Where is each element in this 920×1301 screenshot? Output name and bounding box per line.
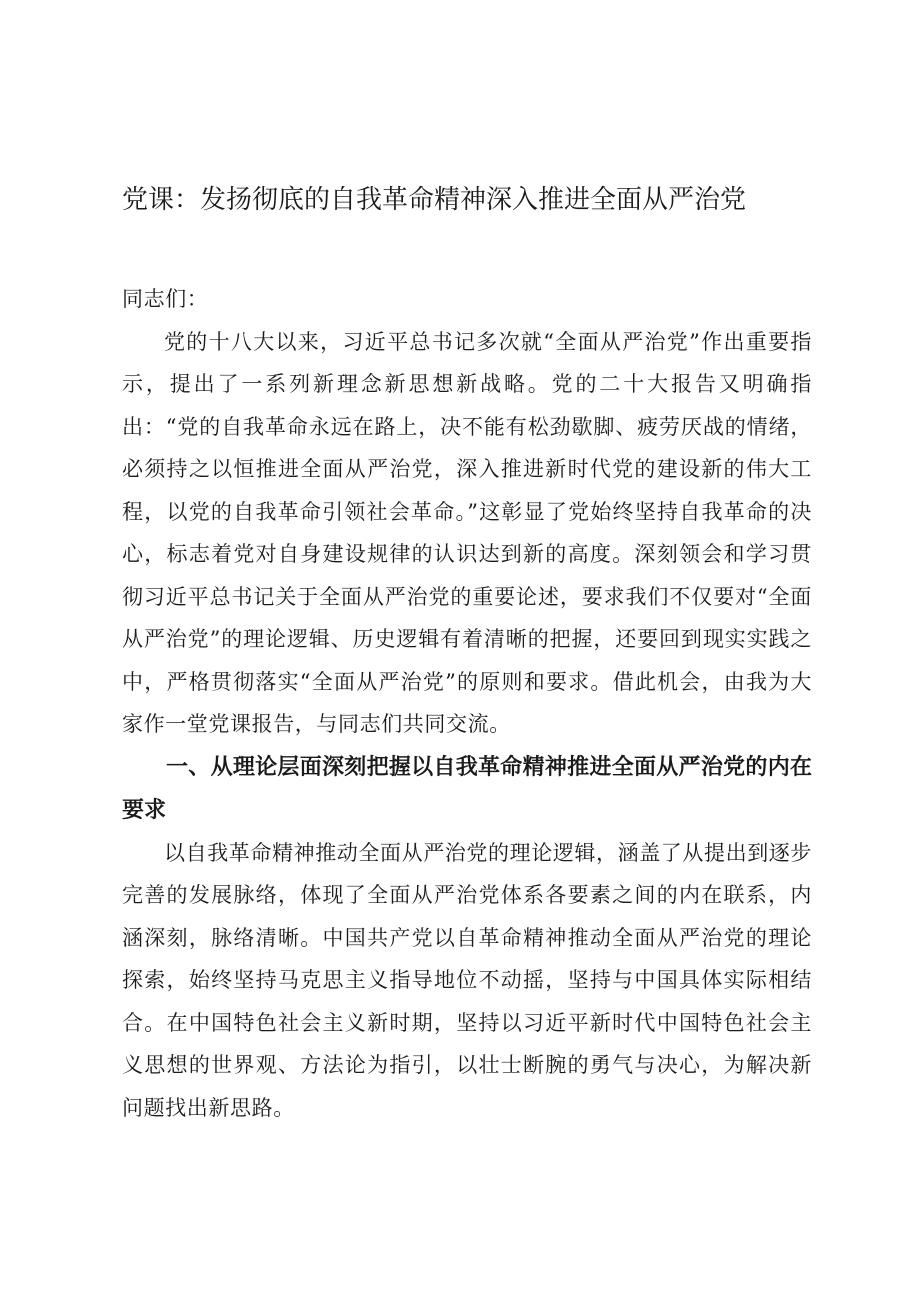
paragraph-intro: 党的十八大以来，习近平总书记多次就“全面从严治党”作出重要指示，提出了一系列新理念新思想新战略。党的二十大报告又明确指出：“党的自我革命永远在路上，决不能有松劲歇脚、疲劳厌战的情绪，必须持之以恒推进全面从严治党，深入推进新时代党的建设新的伟大工程，以党的自我革命引领社会革命。”这彰显了党始终坚持自我革命的决心，标志着党对自身建设规律的认识达到新的高度。深刻领会和学习贯彻习近平总书记关于全面从严治党的重要论述，要求我们不仅要对“全面从严治党”的理论逻辑、历史逻辑有着清晰的把握，还要回到现实实践之中，严格贯彻落实“全面从严治党”的原则和要求。借此机会，由我为大家作一堂党课报告，与同志们共同交流。 [122, 329, 812, 736]
document-body [122, 278, 812, 1129]
section-heading: 一、从理论层面深刻把握以自我革命精神推进全面从严治党的内在要求 [122, 754, 812, 823]
document-title: 党课：发扬彻底的自我革命精神深入推进全面从严治党 [122, 185, 747, 215]
section-paragraph: 以自我革命精神推动全面从严治党的理论逻辑，涵盖了从提出到逐步完善的发展脉络，体现了全面从严治党体系各要素之间的内在联系，内涵深刻，脉络清晰。中国共产党以自革命精神推动全面从严治党的理论探索，始终坚持马克思主义指导地位不动摇，坚持与中国具体实际相结合。在中国特色社会主义新时期，坚持以习近平新时代中国特色社会主义思想的世界观、方法论为指引，以壮士断腕的勇气与决心，为解决新问题找出新思路。 [122, 840, 812, 1120]
salutation: 同志们： [122, 287, 209, 311]
